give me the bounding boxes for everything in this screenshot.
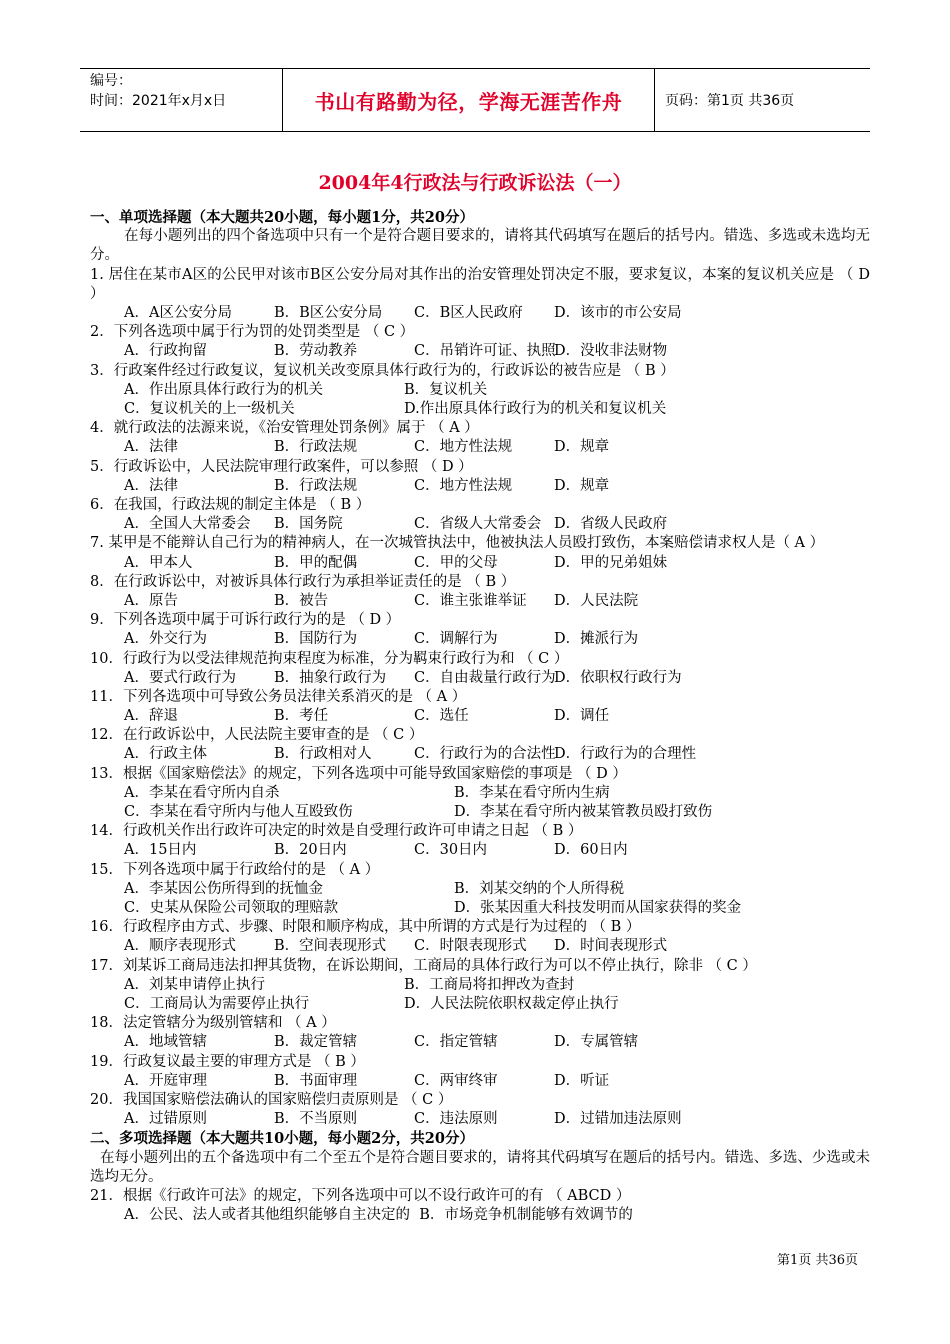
option-item: C．时限表现形式 <box>414 938 527 955</box>
option-item: A．法律 <box>124 439 178 456</box>
question-text: 9．下列各选项中属于可诉行政行为的是 （ D ） <box>90 612 401 629</box>
question-text: 10．行政行为以受法律规范拘束程度为标准，分为羁束行政行为和 （ C ） <box>90 650 569 667</box>
option-item: B．书面审理 <box>274 1072 358 1089</box>
question-text: 7. 某甲是不能辩认自己行为的精神病人，在一次城管执法中，他被执法人员殴打致伤，本案赔偿请求权人是（ A ） <box>90 535 825 552</box>
option-item: D．时间表现形式 <box>554 938 668 955</box>
question-text: 17．刘某诉工商局违法扣押其货物，在诉讼期间，工商局的具体行政行为可以不停止执行，除非 （ C ） <box>90 957 757 974</box>
option-row <box>90 1033 870 1052</box>
option-item: C．行政行为的合法性 <box>414 746 556 763</box>
question-text: 1. 居住在某市A区的公民甲对该市B区公安分局对其作出的治安管理处罚决定不服，要求复议，本案的复议机关应是 （ D ） <box>90 266 870 302</box>
option-item: D．没收非法财物 <box>554 343 668 360</box>
question-text: 3．行政案件经过行政复议，复议机关改变原具体行政行为的，行政诉讼的被告应是 （ B ） <box>90 362 675 379</box>
option-item: B．李某在看守所内生病 <box>454 784 610 801</box>
option-item: D.作出原具体行政行为的机关和复议机关 <box>404 400 667 417</box>
question-text: 4．就行政法的法源来说，《治安管理处罚条例》属于 （ A ） <box>90 420 479 437</box>
option-item: A．外交行为 <box>124 631 207 648</box>
option-row <box>90 803 870 822</box>
option-row <box>90 381 870 400</box>
option-item: C．违法原则 <box>414 1111 498 1128</box>
option-item: A．甲本人 <box>124 554 193 571</box>
option-item: C．地方性法规 <box>414 439 513 456</box>
option-item: C．地方性法规 <box>414 477 513 494</box>
option-item: B．工商局将扣押改为查封 <box>404 976 575 993</box>
time-label: 时间：2021年x月x日 <box>90 93 227 109</box>
question-21-text: 21．根据《行政许可法》的规定，下列各选项中可以不设行政许可的有 （ ABCD ） <box>90 1187 631 1204</box>
option-row <box>90 707 870 726</box>
option-item: B．不当原则 <box>274 1111 358 1128</box>
option-item: A．过错原则 <box>124 1111 207 1128</box>
option-row <box>90 669 870 688</box>
option-item: C．甲的父母 <box>414 554 498 571</box>
option-row <box>90 438 870 457</box>
option-item: D．人民法院 <box>554 592 639 609</box>
option-item: B．裁定管辖 <box>274 1034 358 1051</box>
option-item: D．调任 <box>554 708 610 725</box>
option-item: D．省级人民政府 <box>554 516 668 533</box>
option-item: C．30日内 <box>414 842 488 859</box>
section2-instruction: 在每小题列出的五个备选项中有二个至五个是符合题目要求的，请将其代码填写在题后的括号内。错选、多选、少选或未选均无分。 <box>90 1149 870 1185</box>
question-text: 18．法定管辖分为级别管辖和 （ A ） <box>90 1015 336 1032</box>
option-item: A．李某因公伤所得到的抚恤金 <box>124 880 323 897</box>
option-item: A．15日内 <box>124 842 197 859</box>
question-text: 16．行政程序由方式、步骤、时限和顺序构成，其中所谓的方式是行为过程的 （ B ） <box>90 919 641 936</box>
question-text: 13．根据《国家赔偿法》的规定，下列各选项中可能导致国家赔偿的事项是 （ D ） <box>90 765 627 782</box>
option-row <box>90 630 870 649</box>
question-text: 2．下列各选项中属于行为罚的处罚类型是 （ C ） <box>90 324 415 341</box>
option-item: B．刘某交纳的个人所得税 <box>454 880 625 897</box>
section1-heading: 一、单项选择题（本大题共20小题，每小题1分，共20分） <box>90 209 474 226</box>
option-item: C．李某在看守所内与他人互殴致伤 <box>124 804 353 821</box>
option-item: A．作出原具体行政行为的机关 <box>124 381 323 398</box>
page-header <box>80 68 870 132</box>
option-item: C．B区人民政府 <box>414 305 523 321</box>
option-row <box>90 515 870 534</box>
option-item: C．指定管辖 <box>414 1034 498 1051</box>
option-item: C．史某从保险公司领取的理赔款 <box>124 900 339 917</box>
option-item: A．法律 <box>124 477 178 494</box>
option-item: A．要式行政行为 <box>124 669 236 686</box>
question-text: 12．在行政诉讼中，人民法院主要审查的是 （ C ） <box>90 727 424 744</box>
question-21-options: A．公民、法人或者其他组织能够自主决定的 B．市场竞争机制能够有效调节的 <box>124 1207 633 1224</box>
option-item: B．甲的配偶 <box>274 554 358 571</box>
option-item: A．A区公安分局 <box>124 305 232 321</box>
option-item: A．开庭审理 <box>124 1072 207 1089</box>
option-row <box>90 1110 870 1129</box>
option-row <box>90 880 870 899</box>
question-text: 19．行政复议最主要的审理方式是 （ B ） <box>90 1053 365 1070</box>
option-item: C．吊销许可证、执照 <box>414 343 556 360</box>
option-row <box>90 1072 870 1091</box>
option-row <box>90 400 870 419</box>
header-motto: 书山有路勤为径，学海无涯苦作舟 <box>282 69 655 131</box>
option-item: B．抽象行政行为 <box>274 669 387 686</box>
header-page-label: 页码：第1页 共36页 <box>665 93 795 109</box>
page-footer: 第1页 共36页 <box>777 1253 858 1268</box>
question-text: 5．行政诉讼中，人民法院审理行政案件，可以参照 （ D ） <box>90 458 473 475</box>
section1-instruction: 在每小题列出的四个备选项中只有一个是符合题目要求的，请将其代码填写在题后的括号内。错选、多选或未选均无分。 <box>90 228 870 264</box>
option-item: B．空间表现形式 <box>274 938 387 955</box>
option-item: B．B区公安分局 <box>274 305 383 321</box>
option-item: B．被告 <box>274 592 329 609</box>
option-row <box>90 477 870 496</box>
question-text: 14．行政机关作出行政许可决定的时效是自受理行政许可申请之日起 （ B ） <box>90 823 583 840</box>
option-item: D．行政行为的合理性 <box>554 746 697 763</box>
option-row <box>90 342 870 361</box>
option-item: B．考任 <box>274 708 329 725</box>
option-item: B．劳动教养 <box>274 343 358 360</box>
option-item: A．辞退 <box>124 708 178 725</box>
question-list <box>90 266 870 1130</box>
option-item: D．听证 <box>554 1072 610 1089</box>
option-item: B．20日内 <box>274 842 347 859</box>
option-item: B．复议机关 <box>404 381 488 398</box>
option-item: D．摊派行为 <box>554 631 639 648</box>
document-body <box>90 208 870 1225</box>
option-item: D．60日内 <box>554 842 628 859</box>
section2-heading: 二、多项选择题（本大题共10小题，每小题2分，共20分） <box>90 1130 474 1148</box>
option-item: C．选任 <box>414 708 469 725</box>
document-title: 2004年4行政法与行政诉讼法（一） <box>318 172 632 194</box>
option-item: D．人民法院依职权裁定停止执行 <box>404 996 619 1012</box>
option-row <box>90 976 870 995</box>
option-item: D．规章 <box>554 477 610 494</box>
option-row <box>90 304 870 323</box>
option-item: C．两审终审 <box>414 1072 498 1089</box>
option-row <box>90 784 870 803</box>
option-item: B．国防行为 <box>274 631 358 648</box>
option-item: B．行政相对人 <box>274 746 372 763</box>
question-text: 20．我国国家赔偿法确认的国家赔偿归责原则是 （ C ） <box>90 1091 453 1108</box>
option-item: A．刘某申请停止执行 <box>124 976 265 993</box>
option-item: A．行政主体 <box>124 746 207 763</box>
option-row <box>90 554 870 573</box>
option-item: B．国务院 <box>274 516 343 533</box>
option-row <box>90 592 870 611</box>
option-item: D．该市的市公安局 <box>554 305 682 321</box>
option-row <box>90 841 870 860</box>
option-row <box>90 899 870 918</box>
option-item: D．依职权行政行为 <box>554 669 682 686</box>
option-item: D．专属管辖 <box>554 1034 639 1051</box>
option-item: A．李某在看守所内自杀 <box>124 784 280 801</box>
option-item: A．全国人大常委会 <box>124 516 251 533</box>
question-text: 6．在我国，行政法规的制定主体是 （ B ） <box>90 496 371 513</box>
header-meta <box>80 69 282 131</box>
option-item: C．省级人大常委会 <box>414 516 542 533</box>
option-item: C．自由裁量行政行为 <box>414 669 556 686</box>
option-row <box>90 995 870 1014</box>
option-row <box>90 937 870 956</box>
option-item: B．行政法规 <box>274 477 358 494</box>
option-item: A．行政拘留 <box>124 343 207 360</box>
option-item: D．李某在看守所内被某管教员殴打致伤 <box>454 804 713 821</box>
option-item: C．谁主张谁举证 <box>414 592 527 609</box>
number-label: 编号： <box>90 73 132 89</box>
option-item: D．规章 <box>554 439 610 456</box>
option-item: D．张某因重大科技发明而从国家获得的奖金 <box>454 900 742 917</box>
option-item: A．顺序表现形式 <box>124 938 236 955</box>
option-item: C．工商局认为需要停止执行 <box>124 996 310 1012</box>
option-item: B．行政法规 <box>274 439 358 456</box>
question-text: 8．在行政诉讼中，对被诉具体行政行为承担举证责任的是 （ B ） <box>90 573 516 590</box>
question-text: 15．下列各选项中属于行政给付的是 （ A ） <box>90 861 380 878</box>
option-item: D．过错加违法原则 <box>554 1111 682 1128</box>
option-item: C．调解行为 <box>414 631 498 648</box>
option-item: A．原告 <box>124 592 178 609</box>
option-item: D．甲的兄弟姐妹 <box>554 554 668 571</box>
option-row <box>90 745 870 764</box>
option-item: A．地域管辖 <box>124 1034 207 1051</box>
question-text: 11．下列各选项中可导致公务员法律关系消灭的是 （ A ） <box>90 688 467 705</box>
option-item: C．复议机关的上一级机关 <box>124 400 295 417</box>
